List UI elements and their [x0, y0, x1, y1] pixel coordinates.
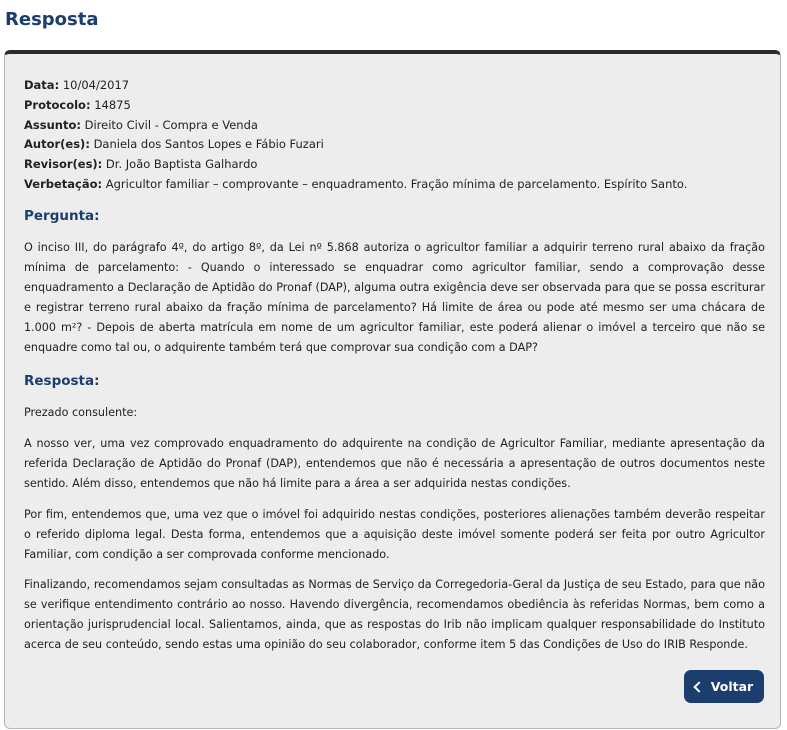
meta-key: Data: — [24, 78, 60, 92]
meta-row-protocolo — [24, 96, 764, 116]
back-button-label: Voltar — [710, 679, 754, 694]
resposta-paragraph: A nosso ver, uma vez comprovado enquadramento do adquirente na condição de Agricultor Familiar, mediante apresentação da referida Declaração de Aptidão do Pronaf (DAP), entendemos que não é necessária a apresentação de outros documentos neste sentido. Além disso, entendemos que não há limite para a área a ser adquirida nestas condições. — [24, 437, 765, 490]
meta-value: 10/04/2017 — [62, 78, 130, 92]
metadata-block — [24, 76, 764, 195]
meta-key: Autor(es): — [24, 137, 90, 152]
resposta-greeting: Prezado consulente: — [24, 406, 138, 419]
page-title: Resposta — [5, 9, 99, 30]
meta-key: Assunto: — [24, 117, 81, 132]
meta-row-data — [24, 76, 764, 96]
resposta-paragraph: Por fim, entendemos que, uma vez que o imóvel foi adquirido nestas condições, posteriores alienações também deverão respeitar o referido diploma legal. Desta forma, entendemos que a aquisição deste imóvel somente poderá ser feita por outro Agricultor Familiar, com condição a ser comprovada conforme mencionado. — [24, 508, 765, 561]
meta-row-revisores — [24, 155, 764, 175]
meta-value: Agricultor familiar – comprovante – enquadramento. Fração mínima de parcelamento. Espírito Santo. — [105, 176, 688, 191]
meta-key: Verbetação: — [24, 176, 103, 191]
meta-key: Revisor(es): — [24, 157, 103, 172]
pergunta-heading: Pergunta: — [24, 208, 100, 224]
meta-value: Dr. João Baptista Galhardo — [105, 157, 258, 172]
resposta-heading: Resposta: — [24, 373, 100, 389]
back-button[interactable] — [684, 670, 764, 703]
chevron-left-icon — [693, 681, 704, 692]
resposta-paragraph: Finalizando, recomendamos sejam consultadas as Normas de Serviço da Corregedoria-Geral da Justiça de seu Estado, para que não se verifique entendimento contrário ao nosso. Havendo divergência, recomendamos obediência às referidas Normas, bem como a orientação jurisprudencial local. Salientamos, ainda, que as respostas do Irib não implicam qualquer responsabilidade do Instituto acerca de seu conteúdo, sendo estas uma opinião do seu colaborador, conforme item 5 das Condições de Uso do IRIB Responde. — [24, 578, 765, 651]
meta-value: Daniela dos Santos Lopes e Fábio Fuzari — [93, 137, 324, 152]
meta-value: 14875 — [94, 97, 131, 112]
meta-key: Protocolo: — [24, 97, 91, 112]
answer-card — [4, 50, 781, 729]
meta-row-verbetacao — [24, 175, 764, 195]
meta-row-autores — [24, 135, 764, 155]
meta-value: Direito Civil - Compra e Venda — [84, 117, 258, 132]
meta-row-assunto — [24, 116, 764, 136]
pergunta-text: O inciso III, do parágrafo 4º, do artigo 8º, da Lei nº 5.868 autoriza o agricultor familiar a adquirir terreno rural abaixo da fração mínima de parcelamento: - Quando o interessado se enquadrar como agricultor familiar, sendo a comprovação desse enquadramento a Declaração de Aptidão do Pronaf (DAP), alguma outra exigência deve ser observada para que se possa escriturar e registrar terreno rural abaixo da fração mínima de parcelamento? Há limite de área ou pode até mesmo ser uma chácara de 1.000 m²? - Depois de aberta matrícula em nome de um agricultor familiar, este poderá alienar o imóvel a terceiro que não se enquadre como tal ou, o adquirente também terá que comprovar sua condição com a DAP? — [24, 241, 765, 354]
